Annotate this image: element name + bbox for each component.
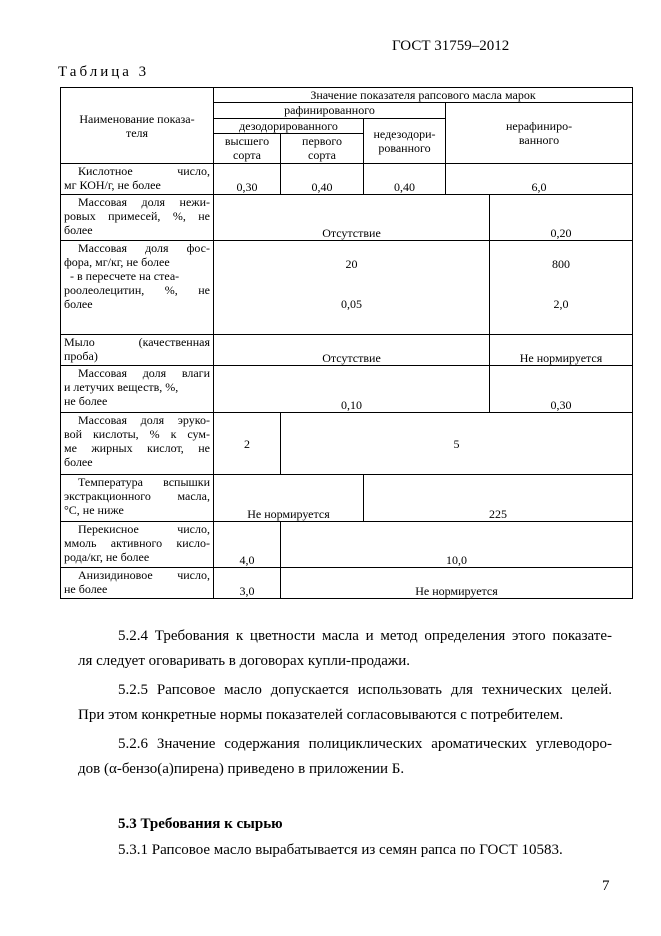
table-row [61, 568, 633, 599]
header-first-grade: первого сорта [281, 134, 364, 164]
row-name: Массовая доля эруко- вой кислоты, % к сум- ме жирных кислот, не более [61, 413, 214, 475]
cell-value: 10,0 [281, 522, 633, 568]
row-name: Анизидиновое число, не более [61, 568, 214, 599]
cell-value: 0,30 [490, 366, 633, 413]
cell-value: 6,0 [446, 164, 633, 195]
row-name: Массовая доля нежи- ровых примесей, %, не более [61, 195, 214, 241]
cell-value: 0,10 [214, 366, 490, 413]
indicators-table [60, 87, 633, 599]
paragraph-5-3-1: 5.3.1 Рапсовое масло вырабатывается из семян рапса по ГОСТ 10583. [118, 842, 563, 858]
paragraph-5-2-4: 5.2.4 Требования к цветности масла и метод определения этого показате- ля следует оговаривать в договорах купли-продажи. [78, 628, 612, 669]
cell-value: 4,0 [214, 522, 281, 568]
row-name: Массовая доля влаги и летучих веществ, %, не более [61, 366, 214, 413]
cell-value: Отсутствие [214, 335, 490, 366]
header-deodorized: дезодорированного [214, 119, 364, 134]
table-row [61, 335, 633, 366]
cell-value-pair: 800 2,0 [490, 241, 633, 335]
cell-value: Не нормируется [490, 335, 633, 366]
header-indicator-name: Наименование показа- теля [61, 88, 214, 164]
row-name: Перекисное число, ммоль активного кисло- рода/кг, не более [61, 522, 214, 568]
cell-value: 0,30 [214, 164, 281, 195]
row-name: Температура вспышки экстракционного масла, °С, не ниже [61, 475, 214, 522]
paragraph-5-2-6: 5.2.6 Значение содержания полициклических ароматических углеводоро- дов (α-бензо(а)пирена) приведено в приложении Б. [78, 736, 612, 777]
document-number: ГОСТ 31759–2012 [392, 38, 510, 54]
cell-value: 0,20 [490, 195, 633, 241]
header-highest-grade: высшего сорта [214, 134, 281, 164]
cell-value: 5 [281, 413, 633, 475]
header-value: Значение показателя рапсового масла марок [214, 88, 633, 103]
cell-value: 225 [364, 475, 633, 522]
cell-value: Отсутствие [214, 195, 490, 241]
row-name: Мыло (качественная проба) [61, 335, 214, 366]
section-heading: 5.3 Требования к сырью [118, 816, 283, 832]
table-row [61, 241, 633, 335]
row-name: Массовая доля фос- фора, мг/кг, не более - в пересчете на стеа- роолеолецитин, %, не более [61, 241, 214, 335]
table-caption: Таблица 3 [58, 64, 150, 80]
table-row [61, 522, 633, 568]
table-row [61, 413, 633, 475]
table-row [61, 366, 633, 413]
header-unrefined: нерафиниро- ванного [446, 103, 633, 164]
header-refined: рафинированного [214, 103, 446, 119]
table-row [61, 195, 633, 241]
cell-value: Не нормируется [281, 568, 633, 599]
table-row [61, 164, 633, 195]
table-row [61, 475, 633, 522]
header-non-deodorized: недезодори- рованного [364, 119, 446, 164]
cell-value-pair: 20 0,05 [214, 241, 490, 335]
cell-value: 0,40 [281, 164, 364, 195]
cell-value: Не нормируется [214, 475, 364, 522]
paragraph-5-2-5: 5.2.5 Рапсовое масло допускается использовать для технических целей. При этом конкретные нормы показателей согласовываются с потребителем. [78, 682, 612, 723]
page-number: 7 [602, 878, 610, 894]
row-name: Кислотное число, мг КОН/г, не более [61, 164, 214, 195]
cell-value: 3,0 [214, 568, 281, 599]
cell-value: 2 [214, 413, 281, 475]
cell-value: 0,40 [364, 164, 446, 195]
